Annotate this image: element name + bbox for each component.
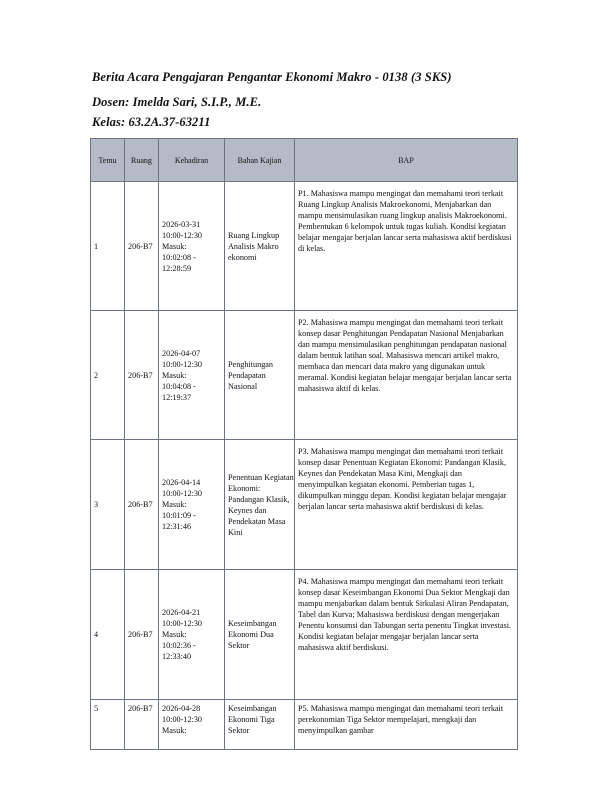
table-row bbox=[91, 311, 518, 440]
topic-cell: Keseimbangan Ekonomi Tiga Sektor bbox=[225, 700, 295, 750]
document-title: Berita Acara Pengajaran Pengantar Ekonomi Makro - 0138 (3 SKS) bbox=[92, 70, 452, 84]
column-header-meeting: Temu bbox=[91, 139, 125, 182]
bap-cell: P1. Mahasiswa mampu mengingat dan memahami teori terkait Ruang Lingkup Analisis Makroekonomi, Menjabarkan dan mampu mensimulasikan ruang lingkup analisis Makroekonomi. Pembentukan 6 kelompok untuk tugas kuliah. Kondisi kegiatan belajar mengajar berjalan lancar serta mahasiswa aktif berdiskusi di kelas. bbox=[295, 182, 518, 311]
room-cell: 206-B7 bbox=[125, 700, 159, 750]
column-header-room: Ruang bbox=[125, 139, 159, 182]
attendance-cell: 2026-04-28 10:00-12:30 Masuk: bbox=[159, 700, 225, 750]
bap-cell: P3. Mahasiswa mampu mengingat dan memahami teori terkait konsep dasar Penentuan Kegiatan Ekonomi: Pandangan Klasik, Keynes dan Pendekatan Masa Kini, Mengkaji dan menyimpulkan kegiatan ekonomi. Pemberian tugas 1, dikumpulkan minggu depan. Kondisi kegiatan belajar mengajar berjalan lancar serta mahasiswa aktif berdiskusi di kelas. bbox=[295, 440, 518, 570]
attendance-cell: 2026-04-14 10:00-12:30 Masuk: 10:01:09 - 12:31:46 bbox=[159, 440, 225, 570]
room-cell: 206-B7 bbox=[125, 440, 159, 570]
meeting-number: 4 bbox=[91, 570, 125, 700]
meeting-number: 5 bbox=[91, 700, 125, 750]
table-header-row bbox=[91, 139, 518, 182]
table-row bbox=[91, 182, 518, 311]
bap-cell: P4. Mahasiswa mampu mengingat dan memahami teori terkait konsep dasar Keseimbangan Ekonomi Dua Sektor Mengkaji dan mampu menjabarkan dalam bentuk Sirkulasi Aliran Pendapatan, Tabel dan Kurva; Mahasiswa berdiskusi dengan mengerjakan Penentu konsumsi dan Tabungan serta penentu Tingkat investasi. Kondisi kegiatan belajar mengajar berjalan lancar serta mahasiswa aktif berdiskusi. bbox=[295, 570, 518, 700]
meeting-number: 2 bbox=[91, 311, 125, 440]
topic-cell: Penentuan Kegiatan Ekonomi: Pandangan Klasik, Keynes dan Pendekatan Masa Kini bbox=[225, 440, 295, 570]
table-row bbox=[91, 440, 518, 570]
room-cell: 206-B7 bbox=[125, 182, 159, 311]
bap-cell: P2. Mahasiswa mampu mengingat dan memahami teori terkait konsep dasar Penghitungan Pendapatan Nasional Menjabarkan dan mampu mensimulasikan penghitungan pendapatan nasional dalam bentuk latihan soal. Mahasiswa mencari artikel makro, membaca dan mencari data makro yang digunakan untuk meramal. Kondisi kegiatan belajar mengajar berjalan lancar serta mahasiswa aktif di kelas. bbox=[295, 311, 518, 440]
table-row bbox=[91, 570, 518, 700]
lecturer-name: Dosen: Imelda Sari, S.I.P., M.E. bbox=[92, 95, 262, 109]
topic-cell: Ruang Lingkup Analisis Makro ekonomi bbox=[225, 182, 295, 311]
class-code: Kelas: 63.2A.37-63211 bbox=[92, 115, 211, 129]
teaching-log-table bbox=[90, 138, 518, 750]
topic-cell: Penghitungan Pendapatan Nasional bbox=[225, 311, 295, 440]
topic-cell: Keseimbangan Ekonomi Dua Sektor bbox=[225, 570, 295, 700]
column-header-bap: BAP bbox=[295, 139, 518, 182]
bap-cell: P5. Mahasiswa mampu mengingat dan memahami teori terkait perekonomian Tiga Sektor mempelajari, mengkaji dan menyimpulkan gambar bbox=[295, 700, 518, 750]
meeting-number: 3 bbox=[91, 440, 125, 570]
attendance-cell: 2026-04-07 10:00-12:30 Masuk: 10:04:08 - 12:19:37 bbox=[159, 311, 225, 440]
column-header-attendance: Kehadiran bbox=[159, 139, 225, 182]
room-cell: 206-B7 bbox=[125, 311, 159, 440]
column-header-topic: Bahan Kajian bbox=[225, 139, 295, 182]
attendance-cell: 2026-04-21 10:00-12:30 Masuk: 10:02:36 - 12:33:40 bbox=[159, 570, 225, 700]
attendance-cell: 2026-03-31 10:00-12:30 Masuk: 10:02:08 - 12:28:59 bbox=[159, 182, 225, 311]
table-row bbox=[91, 700, 518, 750]
meeting-number: 1 bbox=[91, 182, 125, 311]
room-cell: 206-B7 bbox=[125, 570, 159, 700]
